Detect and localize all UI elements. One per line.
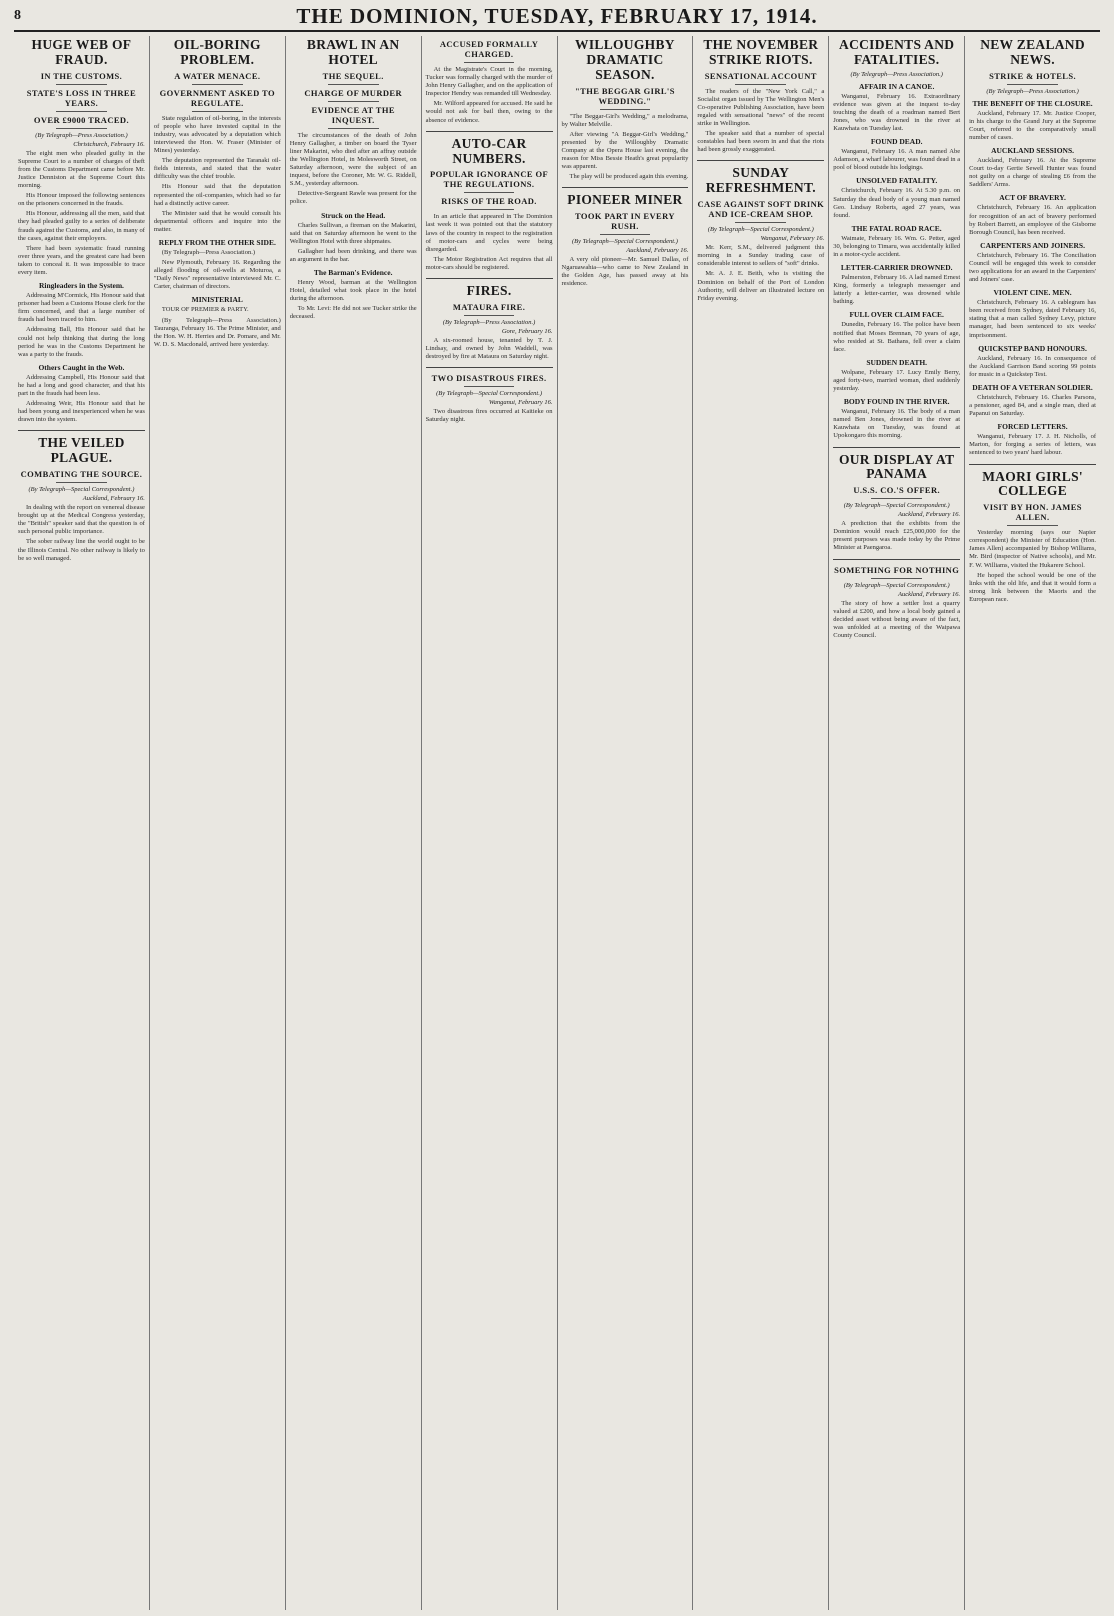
article-paragraph: After viewing "A Beggar-Girl's Wedding," presented by the Willoughby Dramatic Company at the Opera House last evening, the reason for Miss Bessie Heath's great popularity was apparent. xyxy=(561,130,689,171)
article-subhead: SUDDEN DEATH. xyxy=(866,357,928,367)
deck-rule xyxy=(192,111,243,112)
article-paragraph: In dealing with the report on venereal disease brought up at the Medical Congress yesterday, the "British" speaker said that the question is of such personal public importance. xyxy=(18,504,145,536)
article-paragraph: Wanganui, February 16. A man named Abe Adamson, a wharf labourer, was found dead in a pool of blood outside his lodgings. xyxy=(833,148,961,172)
article-subhead: AFFAIR IN A CANOE. xyxy=(859,81,935,91)
article xyxy=(969,38,1096,458)
article-headline: THE NOVEMBER STRIKE RIOTS. xyxy=(703,37,819,67)
deck-rule xyxy=(328,101,379,102)
article xyxy=(426,131,553,272)
article-headline: FIRES. xyxy=(466,283,512,298)
article-deck: POPULAR IGNORANCE OF THE REGULATIONS. xyxy=(430,169,549,190)
article-paragraph: Charles Sullivan, a fireman on the Makarini, said that on Saturday afternoon he went to the Wellington Hotel with three shipmates. xyxy=(289,221,417,245)
article-subhead: Ringleaders in the System. xyxy=(38,281,124,291)
article-paragraph: Christchurch, February 16. A cablegram has been received from Sydney, dated February 16, stating that a man called Sydney Levy, picture manager, had been sentenced to six weeks' imprisonment. xyxy=(969,299,1096,339)
article-deck: SENSATIONAL ACCOUNT xyxy=(704,70,817,81)
article-headline: BRAWL IN AN HOTEL xyxy=(306,37,400,67)
deck-rule xyxy=(328,128,379,129)
article-paragraph: Wolpane, February 17. Lucy Emily Berry, aged forty-two, married woman, died suddenly yesterday. xyxy=(833,368,961,393)
article-paragraph: He hoped the school would be one of the links with the old life, and that it would form a strong link between the Maoris and the European race. xyxy=(969,571,1096,603)
article-subhead: MINISTERIAL xyxy=(191,295,243,305)
article-paragraph: The sober railway line the world ought to be the Illinois Central. No other railway is likely to be so well managed. xyxy=(18,538,145,562)
article-paragraph: Christchurch, February 16. The Conciliation Council will be engaged this week to consider two applications for an award in the Carpenters' and Joiners' case. xyxy=(969,251,1096,284)
article-paragraph: (By Telegraph—Press Association.) xyxy=(161,249,255,256)
article-headline: SUNDAY REFRESHMENT. xyxy=(705,165,816,196)
article xyxy=(18,38,145,424)
article-byline: (By Telegraph—Special Correspondent.) xyxy=(572,238,678,246)
newspaper-title: THE DOMINION, TUESDAY, FEBRUARY 17, 1914. xyxy=(296,3,818,28)
article-headline: NEW ZEALAND NEWS. xyxy=(980,37,1085,67)
article-paragraph: Detective-Sergeant Rawle was present for the police. xyxy=(289,190,417,206)
article-paragraph: Mr. Wilford appeared for accused. He said he would not ask for bail then, owing to the absence of evidence. xyxy=(425,100,553,124)
article-deck: A WATER MENACE. xyxy=(174,70,261,81)
article-headline: OUR DISPLAY AT PANAMA xyxy=(838,451,955,482)
article-paragraph: To Mr. Levi: He did not see Tucker strike the deceased. xyxy=(289,305,417,321)
deck-rule xyxy=(56,482,107,483)
article-byline: (By Telegraph—Special Correspondent.) xyxy=(28,486,135,494)
article-deck: EVIDENCE AT THE INQUEST. xyxy=(311,104,395,125)
article-deck: ACCUSED FORMALLY CHARGED. xyxy=(439,39,539,59)
article-paragraph: Addressing Weir, His Honour said that he had been young and inexperienced when he was drawn into the system. xyxy=(18,400,145,424)
article-deck: STRIKE & HOTELS. xyxy=(989,70,1077,81)
article xyxy=(697,160,824,302)
deck-rule xyxy=(600,109,651,110)
article xyxy=(18,430,145,562)
column-7 xyxy=(829,36,965,1610)
article-paragraph: The Motor Registration Act requires that all motor-cars should be registered. xyxy=(425,255,553,271)
article-paragraph: Christchurch, February 16. At 5.30 p.m. on Saturday the dead body of a young man named Geo. Lindsay Roberts, aged 27 years, was found. xyxy=(833,187,961,219)
article-subhead: BODY FOUND IN THE RIVER. xyxy=(843,397,950,407)
column-1 xyxy=(14,36,150,1610)
article-dateline: Auckland, February 16. xyxy=(898,511,961,519)
article-paragraph: At the Magistrate's Court in the morning, Tucker was formally charged with the murder of John Henry Gallagher, and on the application of Inspector Hendry was remanded till Wednesday. xyxy=(425,66,553,98)
article-deck: CASE AGAINST SOFT DRINK AND ICE-CREAM SHOP. xyxy=(697,199,825,220)
article-subhead: FULL OVER CLAIM FACE. xyxy=(849,310,944,320)
deck-rule xyxy=(328,84,379,85)
article-subhead: REPLY FROM THE OTHER SIDE. xyxy=(158,238,276,247)
article-deck: IN THE CUSTOMS. xyxy=(40,70,123,81)
deck-rule xyxy=(56,111,107,112)
column-6 xyxy=(693,36,829,1610)
column-5 xyxy=(558,36,694,1610)
deck-rule xyxy=(1007,84,1058,85)
deck-rule xyxy=(56,84,107,85)
deck-rule xyxy=(871,498,922,499)
article-subhead: FOUND DEAD. xyxy=(870,137,923,147)
article-subhead: THE BENEFIT OF THE CLOSURE. xyxy=(972,98,1093,108)
article-dateline: Auckland, February 16. xyxy=(626,247,689,255)
article-paragraph: State regulation of oil-boring, in the interests of people who have invested capital in the industry, was advocated by a deputation which interviewed the Hon. W. Fraser (Minister of Mines) yesterday. xyxy=(153,114,281,155)
column-2 xyxy=(150,36,286,1610)
article-byline: (By Telegraph—Press Association.) xyxy=(442,318,536,326)
article-deck: TWO DISASTROUS FIRES. xyxy=(431,373,547,384)
article-dateline: Christchurch, February 16. xyxy=(73,140,145,148)
article-dateline: Wanganui, February 16. xyxy=(488,399,553,407)
article-paragraph: A very old pioneer—Mr. Samuel Dallas, of Ngaruawahia—who came to New Zealand in the Golden Age, has passed away at his residence. xyxy=(561,256,689,288)
article-paragraph: Christchurch, February 16. Charles Parsons, a pensioner, aged 84, and a single man, died at Papanui on Saturday. xyxy=(969,393,1096,418)
article-byline: (By Telegraph—Special Correspondent.) xyxy=(843,581,950,589)
article-paragraph: The eight men who pleaded guilty in the Supreme Court to a number of charges of theft from the Customs Department came before Mr. Justice Denniston at the Supreme Court this morning. xyxy=(18,149,145,190)
deck-rule xyxy=(735,84,786,85)
article-divider xyxy=(562,187,689,188)
article-paragraph: Mr. Kerr, S.M., delivered judgment this morning in a Sunday trading case of considerable interest to sellers of "soft" drinks. xyxy=(697,244,825,268)
article-headline: ACCIDENTS AND FATALITIES. xyxy=(839,37,955,67)
article-deck: GOVERNMENT ASKED TO REGULATE. xyxy=(159,87,275,108)
article-headline: AUTO-CAR NUMBERS. xyxy=(451,135,527,166)
article-dateline: Auckland, February 16. xyxy=(82,495,145,503)
article-paragraph: Addressing M'Cormick, His Honour said that prisoner had been a Customs House clerk for the firm concerned, and that a large number of frauds had been traced to him. xyxy=(18,292,145,324)
article-deck: TOOK PART IN EVERY RUSH. xyxy=(574,211,675,232)
article-paragraph: The Minister said that he would consult his departmental officers and inquire into the matter. xyxy=(153,209,281,233)
article-headline: OIL-BORING PROBLEM. xyxy=(173,37,261,67)
article-deck: RISKS OF THE ROAD. xyxy=(441,196,537,207)
deck-rule xyxy=(192,84,243,85)
article-paragraph: Addressing Campbell, His Honour said that he had a long and good character, and that his part in the frauds had been less. xyxy=(18,373,145,398)
article xyxy=(426,39,553,125)
article-divider xyxy=(969,464,1096,465)
article-subhead: QUICKSTEP BAND HONOURS. xyxy=(978,343,1087,353)
article-subhead: AUCKLAND SESSIONS. xyxy=(991,146,1075,156)
article-paragraph: His Honour said that the deputation represented the oil-companies, which had so far had a distinctly active career. xyxy=(153,183,281,207)
article-deck: VISIT BY HON. JAMES ALLEN. xyxy=(983,502,1082,523)
article-paragraph: (By Telegraph—Press Association.) Tauranga, February 16. The Prime Minister, and the Hon. W. H. Herries and Dr. Pomare, and Mr. W. D. S. Macdonald, arrived here yesterday. xyxy=(153,316,281,348)
article-paragraph: The circumstances of the death of John Henry Gallagher, a timber on board the Tyser liner Makarini, who died after an affray outside the Wellington Hotel, in Molesworth Street, on Saturday afternoon, were the subject of an inquest, before the Coroner, Mr. W. G. Riddell, S.M., yesterday afternoon. xyxy=(289,131,417,188)
article-paragraph: "The Beggar-Girl's Wedding," a melodrama, by Walter Melville. xyxy=(561,112,689,128)
article-dateline: Gore, February 16. xyxy=(501,327,553,335)
article-paragraph: Henry Wood, barman at the Wellington Hotel, detailed what took place in the hotel during the afternoon. xyxy=(289,279,417,303)
article-subhead: DEATH OF A VETERAN SOLDIER. xyxy=(972,382,1093,392)
article-paragraph: Yesterday morning (says our Napier correspondent) the Minister of Education (Hon. James Allen) accompanied by Bishop Williams, Mr. Bird (inspector of Native schools), and Mr. F. W. Williams, visited the Hukarere School. xyxy=(969,529,1096,569)
article xyxy=(426,367,553,424)
article-subhead: Struck on the Head. xyxy=(321,210,386,220)
article-deck: MATAURA FIRE. xyxy=(452,301,526,312)
article-divider xyxy=(426,367,553,368)
masthead xyxy=(14,2,1100,32)
article-paragraph: Wanganui, February 16. The body of a man named Ben Jones, drowned in the river at Kauwhata on Tuesday, was found at Upokongaro this morning. xyxy=(833,408,961,440)
deck-rule xyxy=(464,209,515,210)
deck-rule xyxy=(464,315,515,316)
article-subhead: THE FATAL ROAD RACE. xyxy=(851,223,942,233)
column-4 xyxy=(422,36,558,1610)
article xyxy=(290,38,417,321)
article xyxy=(833,447,960,553)
article-paragraph: His Honour imposed the following sentences on the prisoners concerned in the frauds. xyxy=(18,192,145,208)
article-paragraph: Two disastrous fires occurred at Kaitieke on Saturday night. xyxy=(425,408,553,424)
article-subhead: UNSOLVED FATALITY. xyxy=(856,176,938,186)
article xyxy=(562,187,689,288)
deck-rule xyxy=(464,192,515,193)
article-subhead: Others Caught in the Web. xyxy=(38,362,125,372)
article-deck: OVER £9000 TRACED. xyxy=(33,114,129,125)
article-subhead: VIOLENT CINE. MEN. xyxy=(993,288,1072,298)
article-byline: (By Telegraph—Special Correspondent.) xyxy=(707,226,814,234)
deck-rule xyxy=(735,222,786,223)
article-headline: WILLOUGHBY DRAMATIC SEASON. xyxy=(575,37,675,82)
article-headline: PIONEER MINER xyxy=(567,192,683,208)
article-paragraph: Palmerston, February 16. A lad named Ernest King, formerly a telegraph messenger and latterly a letter-carrier, was drowned while bathing. xyxy=(833,274,961,306)
deck-rule xyxy=(56,128,107,129)
article-subhead: LETTER-CARRIER DROWNED. xyxy=(840,263,953,273)
article-paragraph: A six-roomed house, tenanted by T. J. Lindsay, and owned by John Waddell, was destroyed by fire at Mataura on Saturday night. xyxy=(425,336,553,361)
article-dateline: Auckland, February 16. xyxy=(898,590,961,598)
article-subhead: FORCED LETTERS. xyxy=(997,422,1068,432)
article-paragraph: The play will be produced again this evening. xyxy=(569,173,689,181)
article-paragraph: Auckland, February 17. Mr. Justice Cooper, in his charge to the Grand Jury at the Supreme Court, referred to the comparatively small number of cases. xyxy=(969,109,1096,141)
article-deck: SOMETHING FOR NOTHING xyxy=(834,564,960,575)
article-paragraph: Wanganui, February 16. Extraordinary evidence was given at the inquest to-day touching the death of a roadman named Bert Jones, who was drowned in the river at Kauwhata on Tuesday last. xyxy=(833,92,961,133)
article-paragraph: Addressing Ball, His Honour said that he could not help thinking that during the long period he was in the Customs Department he was a party to the frauds. xyxy=(18,326,145,358)
article-byline: (By Telegraph—Press Association.) xyxy=(986,87,1079,95)
article-paragraph: Wanganui, February 17. J. H. Nicholls, of Marton, for forging a series of letters, was sentenced to two years' hard labour. xyxy=(969,433,1096,457)
article-paragraph: New Plymouth, February 16. Regarding the alleged flooding of oil-wells at Moturoa, a "Daily News" representative interviewed Mr. C. Carter, chairman of directors. xyxy=(153,259,281,291)
deck-rule xyxy=(1007,525,1058,526)
deck-rule xyxy=(464,62,515,63)
article xyxy=(833,559,960,640)
article-deck: U.S.S. CO.'S OFFER. xyxy=(853,485,941,496)
article-byline: (By Telegraph—Special Correspondent.) xyxy=(843,502,950,510)
column-3 xyxy=(286,36,422,1610)
columns-container xyxy=(14,36,1100,1610)
article-byline: (By Telegraph—Press Association.) xyxy=(850,70,943,78)
article-deck: CHARGE OF MURDER xyxy=(304,87,403,98)
article-paragraph: Auckland, February 16. At the Supreme Court to-day Gertie Sewell Hunter was found not guilty on a charge of stealing £6 from the Saddlers' Arms. xyxy=(969,157,1096,189)
article-paragraph: His Honour, addressing all the men, said that they had pleaded guilty to a series of deliberate frauds against the Customs, and also, in many of the cases, against their employers. xyxy=(18,210,145,242)
article-paragraph: Waimate, February 16. Wm. G. Petter, aged 30, belonging to Timaru, was accidentally killed in a motor-cycle accident. xyxy=(833,234,961,258)
deck-rule xyxy=(464,386,515,387)
article-subhead: ACT OF BRAVERY. xyxy=(999,193,1066,203)
article-dateline: Wanganui, February 16. xyxy=(760,235,825,243)
article-deck: STATE'S LOSS IN THREE YEARS. xyxy=(26,87,137,108)
column-8 xyxy=(965,36,1100,1610)
article-divider xyxy=(18,430,145,431)
article-subhead: CARPENTERS AND JOINERS. xyxy=(980,240,1085,250)
article-paragraph: In an article that appeared in The Dominion last week it was pointed out that the statutory laws of the country in respect to the registration of motor-cars and cycles were being disregarded. xyxy=(425,213,553,253)
article-paragraph: Mr. A. J. E. Beith, who is visiting the Dominion on behalf of the Port of London Authority, will deliver an illustrated lecture on Friday evening. xyxy=(697,270,825,302)
article xyxy=(154,38,281,349)
article-paragraph: Dunedin, February 16. The police have been notified that Moses Brennan, 70 years of age, who resided at St. Bathans, fell over a claim face. xyxy=(833,321,961,353)
article-paragraph: The readers of the "New York Call," a Socialist organ issued by The Wellington Men's Co-operative Publishing Association, have been regaled with sensational "news" of the recent strike in Wellington. xyxy=(697,87,825,128)
article-paragraph: There had been systematic fraud running over three years, and the greatest care had been taken to conceal it. It was impossible to trace every item. xyxy=(18,244,145,276)
article-divider xyxy=(833,447,960,448)
article-paragraph: TOUR OF PREMIER & PARTY. xyxy=(161,306,249,314)
article-headline: HUGE WEB OF FRAUD. xyxy=(31,37,132,67)
article xyxy=(426,278,553,361)
article xyxy=(562,38,689,181)
article-paragraph: Auckland, February 16. In consequence of the Auckland Garrison Band scoring 99 points for music in a Quickstep Test. xyxy=(969,354,1096,378)
article xyxy=(833,38,960,441)
article-paragraph: The story of how a settler lost a quarry valued at £200, and how a local body gained a decided asset without being aware of the fact, was unfolded at a meeting of the Waipawa County Council. xyxy=(833,599,961,639)
article-deck: THE SEQUEL. xyxy=(322,70,384,81)
article-paragraph: The deputation represented the Taranaki oil-fields interests, and stated that the water difficulty was the chief trouble. xyxy=(153,157,281,181)
article-paragraph: Christchurch, February 16. An application for recognition of an act of bravery performed by Robert Barrett, an employee of the Gisborne Borough Council, has been received. xyxy=(969,204,1096,236)
article-divider xyxy=(697,160,824,161)
article-byline: (By Telegraph—Special Correspondent.) xyxy=(436,390,542,398)
page-number: 8 xyxy=(14,8,21,23)
article xyxy=(969,464,1096,605)
article-deck: COMBATING THE SOURCE. xyxy=(20,469,143,480)
article-headline: THE VEILED PLAGUE. xyxy=(38,435,125,466)
article-paragraph: Gallagher had been drinking, and there was an argument in the bar. xyxy=(289,247,417,263)
article-deck: "THE BEGGAR GIRL'S WEDDING." xyxy=(575,85,675,106)
deck-rule xyxy=(600,234,651,235)
article-subhead: The Barman's Evidence. xyxy=(313,268,393,277)
article-paragraph: The speaker said that a number of special constables had been sworn in and that the riots had been grossly exaggerated. xyxy=(697,130,825,154)
article-byline: (By Telegraph—Press Association.) xyxy=(35,131,128,139)
article-divider xyxy=(426,278,553,279)
article-divider xyxy=(833,559,960,560)
article-headline: MAORI GIRLS' COLLEGE xyxy=(982,468,1083,499)
article-paragraph: A prediction that the exhibits from the Dominion would reach £25,000,000 for the present purposes was made today by the Prime Minister at Paengaroa. xyxy=(833,520,961,552)
deck-rule xyxy=(871,578,922,579)
article-divider xyxy=(426,131,553,132)
article xyxy=(697,38,824,154)
